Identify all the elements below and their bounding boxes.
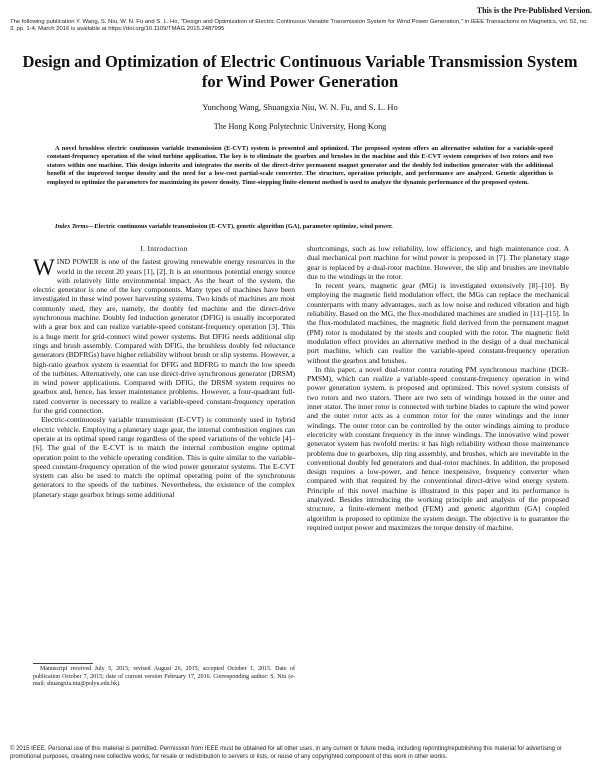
index-terms-label: Index Terms [55,223,88,230]
intro-paragraph-5: In this paper, a novel dual-rotor contra rotating PM synchronous machine (DCR-PMSM), which can realize a variable-speed constant-frequency operation in wind power generation system, is proposed and optimized. This novel system consists of two rotors and two stators. There are two sets of windings housed in the outer and inner stator. The inner rotor is connected with turbine blades to capture the wind power and the outer rotor acts as a common rotor for the outer windings and the inner windings. The outer rotor can be controlled by the outer windings aiming to produce electricity with constant frequency in the inner windings. The innovative wind power generator system has twofold merits: it has high reliability without those maintenance problems due to gearboxes, slip ring assembly, and brushes, which are inevitable in the conventional doubly fed generators and dual-rotor machines. In addition, the proposed design requires a low-power, and hence inexpensive, frequency converter when compared with that required by the conventional direct-drive wind energy system. Principle of this novel machine is illustrated in this paper and its performance is analyzed. Besides introducing the working principle and analysis of the proposed structure, a finite-element method (FEM) and genetic algorithm (GA) coupled algorithm is proposed to optimize the system design. The objective is to guarantee the required output power and maximizes the torque density of machine. [307,364,569,532]
footnote-text: Manuscript received July 5, 2015; revised August 26, 2015; accepted October 1, 2015. Date of publication October 7, 2015; date of current version February 17, 2016. Corresponding author: S. Niu (e-mail: shuangxia.niu@polyu.edu.hk). [33,666,295,688]
intro-paragraph-1 [33,257,295,415]
intro-paragraph-3: shortcomings, such as low reliability, low efficiency, and high maintenance cost. A dual mechanical port machine for wind power is proposed in [7]. The planetary stage gear is replaced by a dual-rotor machine. However, the slip and brushes are inevitable due to the windings in the rotor. [307,244,569,281]
copyright-notice: © 2015 IEEE. Personal use of this material is permitted. Permission from IEEE must be obtained for all other uses, in any current or future media, including reprinting/republishing this material for advertising or promotional purposes, creating new collective works, for resale or redistribution to servers or lists, or reuse of any copyrighted component of this work in other works. [10,746,563,760]
abstract-text: A novel brushless electric continuous variable transmission (E-CVT) system is presented and optimized. The proposed system offers an alternative solution for a variable-speed constant-frequency operation of the wind turbine application. The key is to eliminate the gearbox and brushes in the machine and this E-CVT system comprises of two rotors and two stators within one machine. This design inherits and integrates the merits of the direct-drive permanent magnet generator and the doubly fed induction generator with the additional benefit of the improved torque density and the need for a low-cost partial-scale converter. The structure, operation principle, and performance are analyzed. Genetic algorithm is employed to optimize the parameters for maximizing its power density. Time-stepping finite-element method is used to analyze the dynamic performance of the proposed system. [47,145,553,186]
footnote-rule [33,663,93,664]
prepub-label: This is the Pre-Published Version. [476,6,592,15]
paper-authors: Yunchong Wang, Shuangxia Niu, W. N. Fu, and S. L. Ho [202,102,398,112]
paper-title: Design and Optimization of Electric Continuous Variable Transmission System for Wind Power Generation [22,52,578,91]
footnote [33,666,295,689]
index-terms-text: —Electric continuous variable transmission (E-CVT), genetic algorithm (GA), parameter optimize, wind power. [87,223,393,230]
abstract [47,145,553,187]
drop-cap: W [33,255,55,281]
right-column [307,244,569,532]
index-terms [47,223,553,231]
intro-paragraph-1-text: IND POWER is one of the fastest growing renewable energy resources in the world in the recent 20 years [1], [2]. It is an enormous potential energy source with relatively little environmental impact. As the heart of the system, the electric generator is one of the key components. Many types of machines have been investigated in these wind power harvesting systems. Two kinds of machines are most commonly used, they are, namely, the doubly fed machine and the direct-drive synchronous machine. Doubly fed induction generator (DFIG) is usually incorporated with a gear box and can realize variable-speed constant-frequency operation [3]. This is a huge merit for grid-connect wind power systems. But DFIG needs additional slip rings and brush assembly. Compared with DFIG, the brushless doubly fed reluctance generators (BDFRGs) have higher reliability without brush or slip systems. However, a high-ratio gearbox system is essential for DFIG and BDFRG to match the low speeds of the turbines. Alternatively, one can use direct-drive synchronous generator (DRSM) in wind power applications. Compared with DFIG, the DRSM system requires no gearbox and, hence, has lesser maintenance problems. However, a four-quadrant full-rated converter is necessary to realize a variable-speed constant-frequency operation for the grid connection. [33,257,295,416]
section-heading: I. Introduction [140,244,188,253]
paper-affiliation: The Hong Kong Polytechnic University, Hong Kong [213,122,387,131]
left-column [33,244,295,499]
publication-notice: The following publication Y. Wang, S. Niu, W. N. Fu and S. L. Ho, "Design and Optimization of Electric Continuous Variable Transmission System for Wind Power Generation," in IEEE Transactions on Magnetics, vol. 52, no. 3, pp. 1-4, March 2016 is available at https://doi.org/10.1109/TMAG.2015.2487995 [10,19,588,32]
intro-paragraph-4: In recent years, magnetic gear (MG) is investigated extensively [8]–[10]. By employing the magnetic field modulation effect, the MGs can replace the mechanical counterparts with many advantages, such as low noise and reduced vibration and high reliability. Based on the MG, the flux-modulated machines are studied in [11]–[15]. In the flux-modulated machines, the magnetic field derived from the permanent magnet (PM) rotor is modulated by the steels and coupled with the rotor. The magnetic field modulation effect provides an alternative method in the design of a dual mechanical port machine, which can realize the variable-speed constant-frequency operation without the gearbox and brushes. [307,281,569,365]
intro-paragraph-2: Electric-continuously variable transmission (E-CVT) is commonly used in hybrid electric vehicle. Employing a planetary stage gear, the internal combustion engines can operate at its optimal speed range regardless of the speed variations of the vehicle [4]–[6]. The goal of the E-CVT is to match the internal combustion engine optimal operation point to the vehicle operating condition. This is quite similar to the variable-speed constant-frequency operation of the wind power generator systems. The E-CVT system can also be used to match the optimal operating point of the synchronous generators to the speeds of the turbines. Nevertheless, the existence of the complex planetary stage gearbox brings some additional [33,415,295,499]
